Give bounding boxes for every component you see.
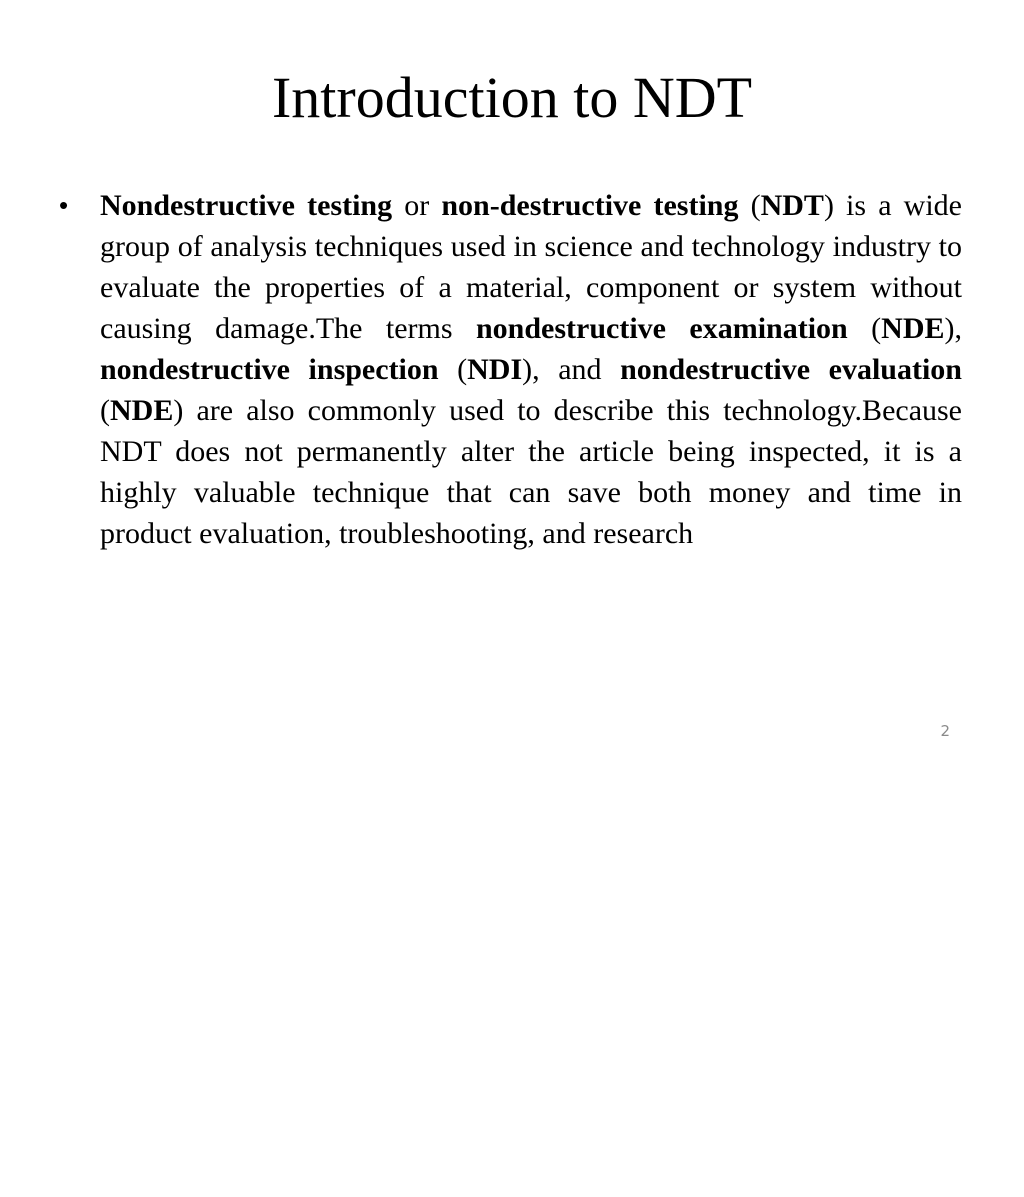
bold-term: nondestructive examination [475, 312, 848, 345]
text-run: ( [738, 189, 761, 222]
text-run: ( [847, 312, 882, 345]
text-run: or [392, 189, 442, 222]
bold-term: NDE [110, 394, 174, 427]
bold-term: non-destructive testing [441, 189, 739, 222]
page-number: 2 [940, 722, 950, 740]
text-run: ), [944, 312, 962, 345]
slide-title: Introduction to NDT [271, 65, 753, 130]
bold-term: nondestructive evaluation [620, 353, 962, 386]
text-run: ) is a wide group of analysis techniques used in science and technology industry to evaluate the properties of a material, component or system without causing damage.The terms [100, 189, 962, 345]
bold-term: NDE [881, 312, 945, 345]
bold-term: Nondestructive testing [100, 189, 393, 222]
text-run: ( [100, 394, 110, 427]
ndt-definition-paragraph [100, 185, 962, 554]
text-run: ) are also commonly used to describe this technology.Because NDT does not permanently alter the article being inspected, it is a highly valuable technique that can save both money and time in product evaluation, troubleshooting, and research [100, 394, 962, 550]
bullet-icon: • [59, 190, 69, 220]
bullet-item [56, 185, 962, 554]
bold-term: NDI [467, 353, 523, 386]
bold-term: NDT [760, 189, 824, 222]
bullet-list [56, 185, 962, 554]
text-run: ), and [522, 353, 621, 386]
bold-term: nondestructive inspection [100, 353, 439, 386]
text-run: ( [438, 353, 468, 386]
